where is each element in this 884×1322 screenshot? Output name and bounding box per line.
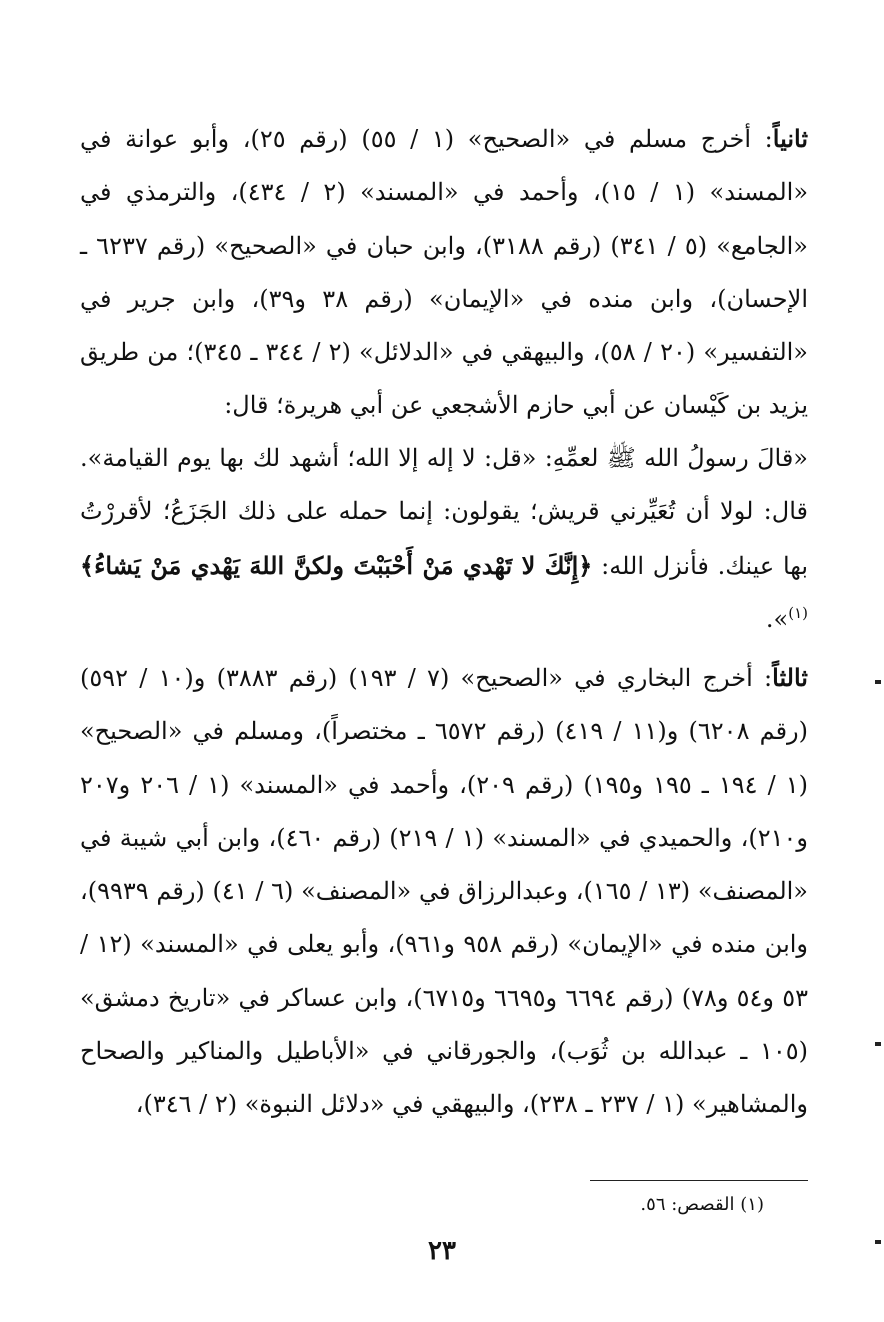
quran-verse: ﴿إِنَّكَ لا تَهْدي مَنْ أَحْبَبْتَ ولكنَّ اللهَ يَهْدي مَنْ يَشاءُ﴾ [80, 550, 593, 580]
section-lead-word: ثالثاً [772, 663, 808, 692]
hadith-text [80, 432, 808, 646]
footnote: (١) القصص: ٥٦. [640, 1194, 764, 1215]
section-lead-word: ثانياً [772, 124, 809, 153]
scan-edge-mark [875, 1042, 881, 1046]
footnote-reference[interactable]: (١) [788, 603, 808, 622]
hadith-narration: «قالَ رسولُ الله ﷺ لعمِّهِ: «قل: لا إله إلا الله؛ أشهد لك بها يوم القيامة». قال: لولا أن تُعَيِّرني قريش؛ يقولون: إنما حمله على ذلك الجَزَعُ؛ لأقررْتُ بها عينك. فأنزل الله: [80, 444, 809, 580]
hadith-closing: ». [765, 604, 789, 633]
scan-edge-mark [875, 680, 881, 684]
paragraph-text: : أخرج البخاري في «الصحيح» (٧ / ١٩٣) (رقم ٣٨٨٣) و(١٠ / ٥٩٢) (رقم ٦٢٠٨) و(١١ / ٤١٩) (رقم ٦٥٧٢ ـ مختصراً)، ومسلم في «الصحيح» (١ / ١٩٤ ـ ١٩٥ و١٩٥) (رقم ٢٠٩)، وأحمد في «المسند» (١ / ٢٠٦ و٢٠٧ و٢١٠)، والحميدي في «المسند» (١ / ٢١٩) (رقم ٤٦٠)، وابن أبي شيبة في «المصنف» (١٣ / ١٦٥)، وعبدالرزاق في «المصنف» (٦ / ٤١) (رقم ٩٩٣٩)، وابن منده في «الإيمان» (رقم ٩٥٨ و٩٦١)، وأبو يعلى في «المسند» (١٢ / ٥٣ و٥٤ و٧٨) (رقم ٦٦٩٤ و٦٦٩٥ و٦٧١٥)، وابن عساكر في «تاريخ دمشق» (١٠٥ ـ عبدالله بن ثُوَب)، والجورقاني في «الأباطيل والمناكير والصحاح والمشاهير» (١ / ٢٣٧ ـ ٢٣٨)، والبيهقي في «دلائل النبوة» (٢ / ٣٤٦)، [80, 664, 809, 1119]
paragraph-text: : أخرج مسلم في «الصحيح» (١ / ٥٥) (رقم ٢٥)، وأبو عوانة في «المسند» (١ / ١٥)، وأحمد في «المسند» (٢ / ٤٣٤)، والترمذي في «الجامع» (٥ / ٣٤١) (رقم ٣١٨٨)، وابن حبان في «الصحيح» (رقم ٦٢٣٧ ـ الإحسان)، وابن منده في «الإيمان» (رقم ٣٨ و٣٩)، وابن جرير في «التفسير» (٢٠ / ٥٨)، والبيهقي في «الدلائل» (٢ / ٣٤٤ ـ ٣٤٥)؛ من طريق يزيد بن كَيْسان عن أبي حازم الأشجعي عن أبي هريرة؛ قال: [80, 125, 809, 420]
scan-edge-mark [875, 1240, 881, 1244]
page-number: ٢٣ [428, 1236, 456, 1266]
paragraph-thaniyan [80, 112, 808, 433]
footnote-divider [590, 1180, 808, 1181]
paragraph-thalithan [80, 651, 808, 1132]
